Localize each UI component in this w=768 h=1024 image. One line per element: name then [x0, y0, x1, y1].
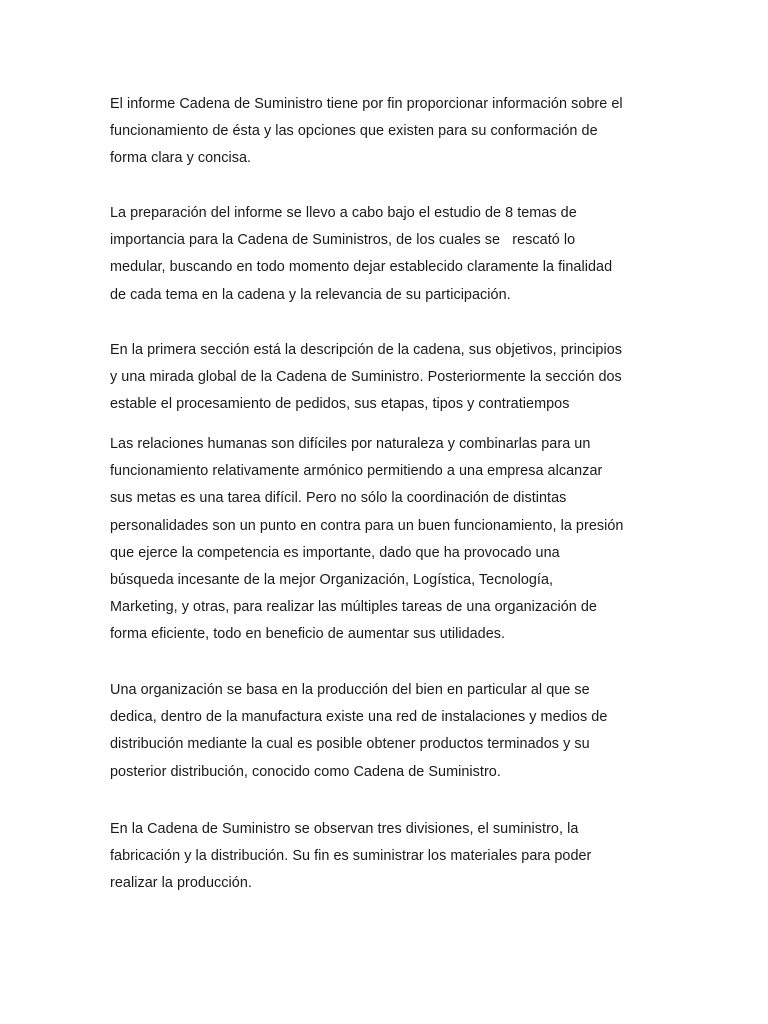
paragraph-line: búsqueda incesante de la mejor Organización, Logística, Tecnología,	[110, 572, 554, 589]
paragraph-line: dedica, dentro de la manufactura existe una red de instalaciones y medios de	[110, 709, 608, 726]
paragraph-line: forma eficiente, todo en beneficio de aumentar sus utilidades.	[110, 626, 506, 643]
paragraph-organization	[110, 677, 670, 786]
paragraph-line: fabricación y la distribución. Su fin es suministrar los materiales para poder	[110, 848, 592, 865]
paragraph-first-section	[110, 337, 670, 419]
paragraph-line: La preparación del informe se llevo a cabo bajo el estudio de 8 temas de	[110, 205, 577, 221]
paragraph-line: de cada tema en la cadena y la relevancia de su participación.	[110, 286, 511, 303]
paragraph-line: realizar la producción.	[110, 875, 252, 892]
paragraph-line: posterior distribución, conocido como Cadena de Suministro.	[110, 763, 501, 780]
paragraph-line: importancia para la Cadena de Suministros, de los cuales se rescató lo	[110, 232, 576, 249]
paragraph-line: sus metas es una tarea difícil. Pero no sólo la coordinación de distintas	[110, 490, 567, 507]
paragraph-line: Marketing, y otras, para realizar las múltiples tareas de una organización de	[110, 599, 597, 616]
paragraph-line: personalidades son un punto en contra para un buen funcionamiento, la presión	[110, 517, 624, 534]
paragraph-line: Las relaciones humanas son difíciles por naturaleza y combinarlas para un	[110, 436, 591, 452]
paragraph-divisions	[110, 816, 670, 898]
paragraph-line: medular, buscando en todo momento dejar establecido claramente la finalidad	[110, 259, 613, 276]
paragraph-line: El informe Cadena de Suministro tiene por fin proporcionar información sobre el	[110, 96, 623, 112]
paragraph-line: Una organización se basa en la producción del bien en particular al que se	[110, 682, 590, 698]
paragraph-line: estable el procesamiento de pedidos, sus etapas, tipos y contratiempos	[110, 396, 570, 413]
paragraph-human-relations	[110, 431, 670, 649]
paragraph-intro	[110, 91, 670, 173]
paragraph-line: distribución mediante la cual es posible obtener productos terminados y su	[110, 736, 590, 753]
paragraph-line: que ejerce la competencia es importante, dado que ha provocado una	[110, 544, 560, 561]
paragraph-line: En la primera sección está la descripción de la cadena, sus objetivos, principios	[110, 342, 622, 358]
paragraph-preparation	[110, 200, 670, 309]
paragraph-line: forma clara y concisa.	[110, 150, 252, 167]
paragraph-line: y una mirada global de la Cadena de Suministro. Posteriormente la sección dos	[110, 369, 622, 386]
paragraph-line: funcionamiento relativamente armónico permitiendo a una empresa alcanzar	[110, 463, 603, 480]
paragraph-line: funcionamiento de ésta y las opciones que existen para su conformación de	[110, 123, 598, 140]
paragraph-line: En la Cadena de Suministro se observan tres divisiones, el suministro, la	[110, 821, 579, 837]
